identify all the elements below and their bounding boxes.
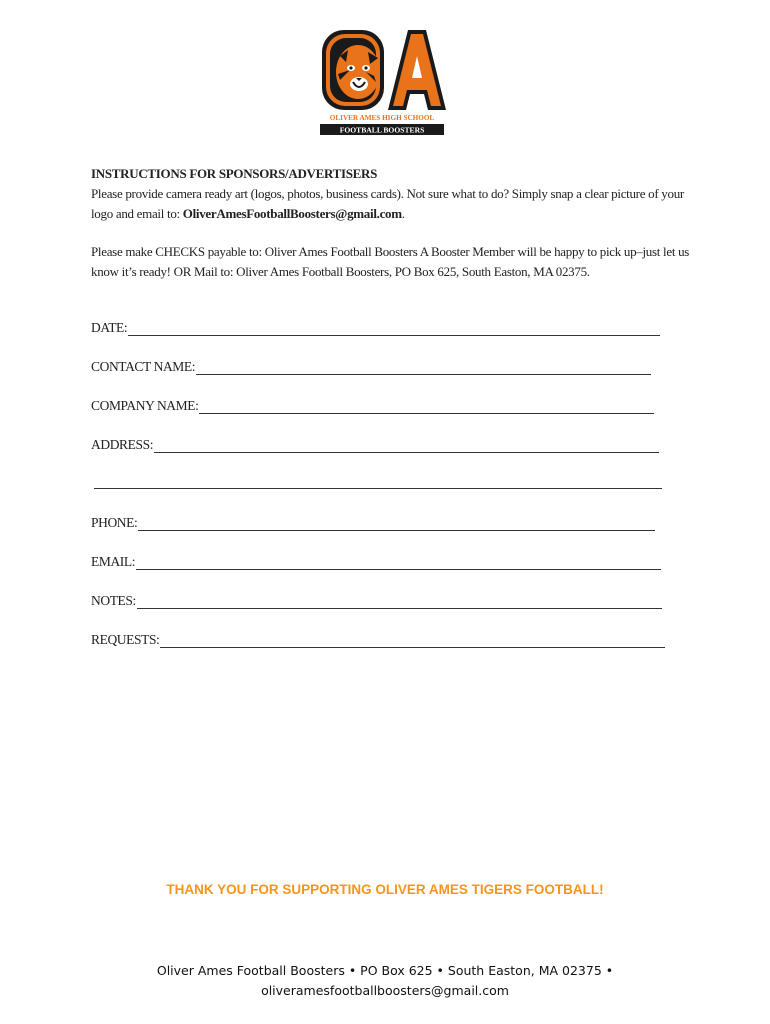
thank-you-message: THANK YOU FOR SUPPORTING OLIVER AMES TIGERS FOOTBALL! [166, 882, 604, 897]
contact-name-field[interactable] [91, 359, 651, 375]
address-label: ADDRESS: [91, 437, 154, 452]
email-field[interactable] [91, 554, 661, 570]
tiger-mascot-icon [336, 45, 380, 99]
notes-field[interactable] [91, 593, 662, 609]
phone-line[interactable] [138, 518, 655, 531]
email-label: EMAIL: [91, 554, 136, 569]
notes-label: NOTES: [91, 593, 136, 608]
instructions-paragraph-checks: Please make CHECKS payable to: Oliver Ames Football Boosters A Booster Member will be happy to pick up–just let us know it’s ready! OR Mail to: Oliver Ames Football Boosters, PO Box 625, South Easton, MA 02375. [91, 244, 690, 279]
address-line-2-field[interactable] [91, 476, 662, 489]
date-field[interactable] [91, 320, 660, 336]
email-line[interactable] [136, 557, 661, 570]
instructions-heading: INSTRUCTIONS FOR SPONSORS/ADVERTISERS [91, 166, 378, 181]
requests-line[interactable] [160, 635, 665, 648]
requests-label: REQUESTS: [91, 632, 160, 647]
contact-name-label: CONTACT NAME: [91, 359, 196, 374]
date-line[interactable] [128, 323, 660, 336]
phone-label: PHONE: [91, 515, 138, 530]
company-name-label: COMPANY NAME: [91, 398, 199, 413]
company-name-line[interactable] [199, 401, 654, 414]
date-label: DATE: [91, 320, 128, 335]
address-field[interactable] [91, 437, 659, 453]
footer-email[interactable]: oliveramesfootballboosters@gmail.com [261, 983, 509, 998]
notes-line[interactable] [137, 596, 662, 609]
instructions-block [91, 164, 691, 282]
period: . [401, 206, 405, 221]
address-line-2[interactable] [94, 476, 662, 489]
booster-email-link[interactable]: OliverAmesFootballBoosters@gmail.com [182, 206, 402, 221]
phone-field[interactable] [91, 515, 655, 531]
svg-text:FOOTBALL BOOSTERS: FOOTBALL BOOSTERS [339, 125, 425, 135]
svg-text:OLIVER AMES HIGH SCHOOL: OLIVER AMES HIGH SCHOOL [329, 114, 435, 122]
company-name-field[interactable] [91, 398, 654, 414]
oliver-ames-logo [318, 26, 448, 138]
address-line[interactable] [154, 440, 659, 453]
footer-address: Oliver Ames Football Boosters • PO Box 625 • South Easton, MA 02375 • [156, 963, 614, 978]
instructions-paragraph-art [91, 184, 691, 224]
footer [0, 961, 770, 1001]
art-instructions-text: Please provide camera ready art (logos, photos, business cards). Not sure what to do? Simply snap a clear picture of your logo and email to: [91, 186, 684, 221]
contact-name-line[interactable] [196, 362, 651, 375]
requests-field[interactable] [91, 632, 665, 648]
